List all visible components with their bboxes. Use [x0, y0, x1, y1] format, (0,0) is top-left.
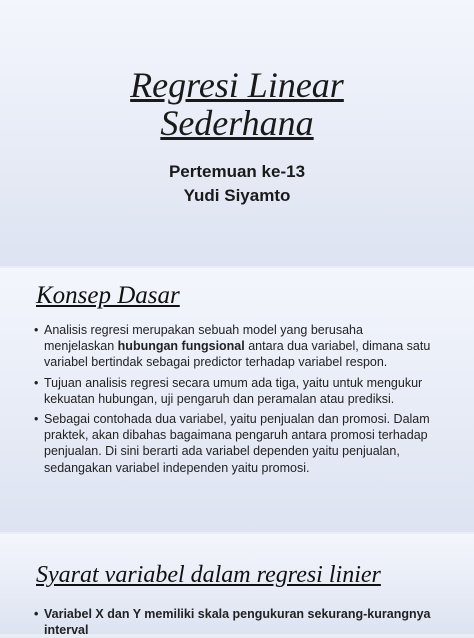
bullet-text: Analisis regresi merupakan sebuah model yang berusaha menjelaskan — [44, 323, 363, 354]
bullet-list-syarat — [34, 606, 432, 638]
slide-title — [0, 66, 474, 142]
section-heading-syarat: Syarat variabel dalam regresi linier — [36, 562, 381, 588]
title-line-1: Regresi Linear — [130, 65, 344, 105]
slide-subtitle — [0, 160, 474, 208]
section-heading-konsep: Konsep Dasar — [36, 282, 180, 309]
bullet-item: • Sebagai contohada dua variabel, yaitu penjualan dan promosi. Dalam praktek, akan dibahas bagaimana pengaruh antara promosi terhadap penjualan. Di sini berarti ada variabel dependen yaitu penjualan, sedangakan variabel independen yaitu promosi. — [34, 411, 432, 476]
author-name: Yudi Siyamto — [183, 186, 291, 205]
bullet-item: • Variabel X dan Y memiliki skala pengukuran sekurang-kurangnya interval — [34, 606, 432, 638]
title-line-2: Sederhana — [160, 103, 314, 143]
meeting-label: Pertemuan ke-13 — [168, 162, 306, 181]
bullet-list-konsep — [34, 322, 432, 480]
bullet-bold-term: hubungan fungsional — [117, 339, 245, 354]
title-slide — [0, 0, 474, 266]
bullet-text: antara dua variabel, dimana satu variabel bertindak sebagai predictor terhadap variabel respon. — [44, 339, 431, 370]
bullet-item: • Tujuan analisis regresi secara umum ada tiga, yaitu untuk mengukur kekuatan hubungan, uji pengaruh dan peramalan atau prediksi. — [34, 375, 432, 407]
bullet-item — [34, 322, 432, 371]
